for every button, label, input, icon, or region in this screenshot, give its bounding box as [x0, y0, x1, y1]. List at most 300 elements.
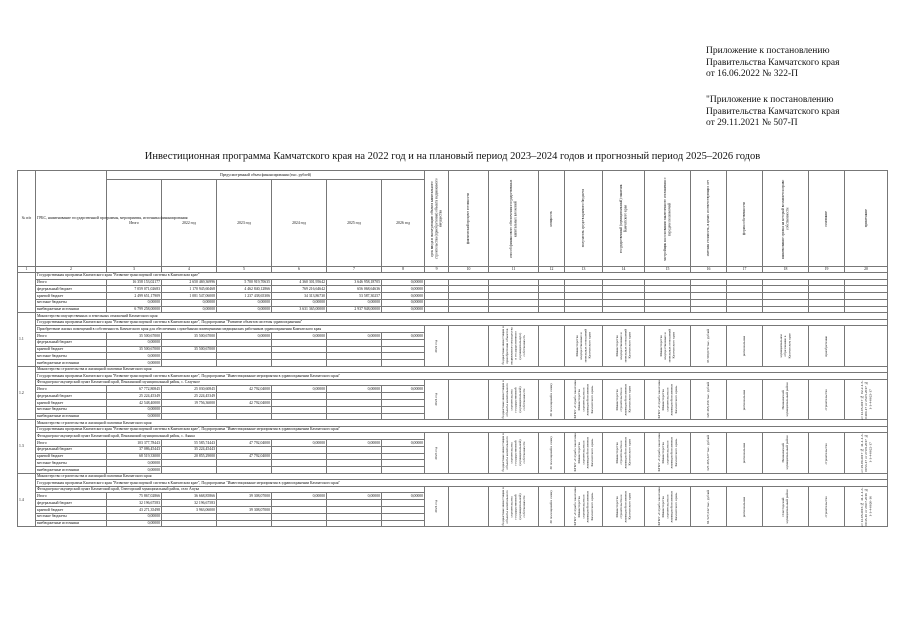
- detail-cell-c12: [539, 433, 565, 473]
- finance-value: [272, 339, 327, 346]
- finance-value: [272, 400, 327, 407]
- empty-cell: [809, 293, 845, 300]
- empty-cell: [603, 279, 645, 286]
- finance-value: [217, 406, 272, 413]
- finance-value: 0,00000: [327, 299, 382, 306]
- detail-text-c13: КГКУ «Служба заказчика Министерства строительства и жилищной политики Камчатского края»: [573, 434, 594, 473]
- detail-cell-c12: [539, 379, 565, 419]
- detail-text-c14: Министерство строительства и жилищной политики Камчатского края: [615, 437, 632, 469]
- finance-value: [272, 507, 327, 514]
- detail-text-c18: муниципальное образование в Камчатском крае: [779, 333, 792, 359]
- finance-value: [382, 500, 425, 507]
- finance-value: [327, 353, 382, 360]
- finance-value: 36 668,85866: [162, 493, 217, 500]
- detail-text-c16: 120 468,456 тыс. рублей: [706, 381, 711, 418]
- annex-note-current: [706, 46, 896, 81]
- detail-cell-c13: [565, 326, 603, 366]
- finance-value: 19 756,36000: [162, 400, 217, 407]
- finance-value: 0,00000: [107, 413, 162, 420]
- empty-cell: [539, 293, 565, 300]
- finance-value: 16 358 153,02177: [107, 279, 162, 286]
- detail-cell-c16: [691, 379, 727, 419]
- empty-cell: [645, 293, 691, 300]
- detail-text-c12: 30 посещений в смену: [549, 436, 554, 470]
- finance-row: [18, 293, 888, 300]
- finance-value: 1 237 438,65306: [217, 293, 272, 300]
- detail-text-c9: 2023 год: [434, 446, 439, 460]
- finance-value: [272, 413, 327, 420]
- finance-value: [382, 406, 425, 413]
- finance-value: [327, 520, 382, 527]
- finance-value: [272, 360, 327, 367]
- empty-cell: [539, 286, 565, 293]
- empty-cell: [763, 306, 809, 313]
- table-body: [18, 267, 888, 527]
- column-index: 18: [763, 267, 809, 273]
- detail-text-c15: КГКУ «Служба заказчика Министерства строительства и жилищной политики Камчатского края»: [657, 380, 678, 419]
- detail-text-c16: 35 500,670 тыс. рублей: [706, 329, 711, 364]
- detail-cell-c14: [603, 326, 645, 366]
- detail-cell-c18: [763, 326, 809, 366]
- detail-text-c19: строительство: [824, 495, 829, 518]
- detail-text-c15: КГКУ «Служба заказчика Министерства строительства и жилищной политики Камчатского края»: [657, 434, 678, 473]
- object-row: [18, 379, 888, 386]
- detail-text-c9: 2024 год: [434, 393, 439, 407]
- finance-value: [162, 467, 217, 474]
- column-index: 4: [162, 267, 217, 273]
- finance-source-label: Итого: [36, 279, 107, 286]
- finance-value: 0,00000: [217, 332, 272, 339]
- finance-row: [18, 299, 888, 306]
- detail-cell-c18: [763, 379, 809, 419]
- finance-value: 47 792,04000: [217, 453, 272, 460]
- finance-value: [327, 400, 382, 407]
- finance-value: 0,00000: [107, 513, 162, 520]
- finance-value: 35 500,67000: [162, 332, 217, 339]
- col-header-c18: наименование органа на который возлагается право собственности: [781, 178, 790, 259]
- finance-value: [382, 520, 425, 527]
- finance-value: 39 308,07000: [217, 493, 272, 500]
- finance-source-label: краевой бюджет: [36, 293, 107, 300]
- empty-cell: [809, 306, 845, 313]
- detail-text-c20: от 12.05.2017 № 02-2-1-5-0400-17 от 25.05.2017 № 1-1-4-0023-17: [859, 380, 873, 420]
- finance-value: 0,00000: [327, 386, 382, 393]
- empty-cell: [425, 286, 449, 293]
- finance-value: 0,00000: [327, 493, 382, 500]
- empty-cell: [565, 286, 603, 293]
- empty-cell: [645, 306, 691, 313]
- finance-value: 0,00000: [162, 299, 217, 306]
- detail-text-c19: строительство: [824, 389, 829, 411]
- finance-value: 68 519,33000: [107, 453, 162, 460]
- col-header-c20: примечание: [863, 209, 868, 228]
- empty-cell: [425, 306, 449, 313]
- finance-value: 0,00000: [107, 520, 162, 527]
- empty-cell: [763, 293, 809, 300]
- empty-cell: [425, 279, 449, 286]
- finance-value: [382, 339, 425, 346]
- finance-value: [327, 406, 382, 413]
- empty-cell: [645, 299, 691, 306]
- finance-value: [382, 513, 425, 520]
- program-title: Государственная программа Камчатского края "Развитие транспортной системы в Камчатском крае": [36, 273, 888, 280]
- empty-cell: [845, 293, 888, 300]
- finance-value: [217, 360, 272, 367]
- finance-value: 4 462 840,12866: [217, 286, 272, 293]
- annex-note-line: Правительства Камчатского края: [706, 57, 840, 68]
- finance-value: [327, 360, 382, 367]
- detail-cell-c19: [809, 433, 845, 473]
- detail-cell-c16: [691, 433, 727, 473]
- detail-cell-c17: [727, 379, 763, 419]
- detail-cell-c17: [727, 433, 763, 473]
- empty-cell: [489, 306, 539, 313]
- detail-cell-c17: [727, 486, 763, 526]
- detail-text-c11: бюджетные инвестиции в объекты капитального строительства государственной (муниципальной) собственности: [500, 487, 526, 526]
- finance-source-label: краевой бюджет: [36, 507, 107, 514]
- finance-source-label: местные бюджеты: [36, 460, 107, 467]
- finance-value: [382, 453, 425, 460]
- detail-text-c18: Пенжинский муниципальный район: [781, 436, 790, 471]
- detail-cell-c12: [539, 326, 565, 366]
- detail-text-c11: бюджетные инвестиции в объекты капитального строительства государственной (муниципальной) собственности: [500, 380, 526, 419]
- finance-value: 0,00000: [327, 332, 382, 339]
- col-header-c17: форма собственности: [742, 201, 747, 236]
- detail-cell-c13: [565, 379, 603, 419]
- column-index: 10: [449, 267, 489, 273]
- finance-source-label: федеральный бюджет: [36, 286, 107, 293]
- finance-value: 25 224,45349: [107, 393, 162, 400]
- detail-cell-c11: [489, 326, 539, 366]
- column-index: 13: [565, 267, 603, 273]
- finance-value: 3 631 365,00000: [272, 306, 327, 313]
- empty-cell: [691, 279, 727, 286]
- finance-value: [382, 460, 425, 467]
- empty-cell: [425, 299, 449, 306]
- finance-value: [217, 413, 272, 420]
- finance-value: [272, 520, 327, 527]
- finance-value: 35 500,67000: [107, 346, 162, 353]
- detail-text-c9: 2024 год: [434, 500, 439, 513]
- detail-cell-c10: [449, 326, 489, 366]
- empty-cell: [425, 293, 449, 300]
- detail-cell-c20: [845, 326, 888, 366]
- detail-text-c13: КГКУ «Служба заказчика Министерства строительства и жилищной политики Камчатского края»: [573, 487, 594, 526]
- detail-text-c12: 30 посещений в смену: [549, 489, 554, 524]
- finance-value: [217, 339, 272, 346]
- col-header-c13: получатель средств краевого бюджета: [581, 189, 586, 248]
- empty-cell: [845, 286, 888, 293]
- empty-cell: [449, 286, 489, 293]
- detail-text-c19: строительство: [824, 442, 829, 464]
- subprogram-name: Государственная программа Камчатского края "Развитие транспортной системы в Камчатском крае", Подпрограмма "Развитие объектов системы здравоохранения": [36, 319, 888, 326]
- empty-cell: [845, 299, 888, 306]
- empty-cell: [691, 306, 727, 313]
- finance-source-label: краевой бюджет: [36, 453, 107, 460]
- detail-cell-c18: [763, 433, 809, 473]
- finance-value: 2 650 469,36996: [162, 279, 217, 286]
- finance-value: [272, 393, 327, 400]
- finance-value: [217, 446, 272, 453]
- ministry-name: Министерство строительства и жилищной политики Камчатского края: [36, 366, 888, 373]
- col-header-2025: 2025 год: [327, 180, 382, 267]
- finance-value: [272, 353, 327, 360]
- finance-value: [327, 467, 382, 474]
- finance-value: [162, 360, 217, 367]
- empty-cell: [489, 299, 539, 306]
- detail-text-c9: 2022 год: [434, 339, 439, 353]
- finance-value: [382, 393, 425, 400]
- finance-value: [327, 453, 382, 460]
- empty-cell: [489, 279, 539, 286]
- finance-value: [162, 406, 217, 413]
- finance-value: 769 216,64642: [272, 286, 327, 293]
- finance-value: 37 086,45443: [107, 446, 162, 453]
- row-number: 1.4: [18, 473, 36, 526]
- finance-source-label: Итого: [36, 493, 107, 500]
- finance-value: [217, 393, 272, 400]
- col-header-total: Итого: [107, 180, 162, 267]
- column-index: 12: [539, 267, 565, 273]
- finance-value: 2 499 651,17909: [107, 293, 162, 300]
- finance-value: 3 646 958,18705: [327, 279, 382, 286]
- empty-cell: [489, 293, 539, 300]
- detail-text-c11: бюджетные инвестиции в приобретение объектов недвижимого имущества в государственную (муниципальную) собственность: [500, 327, 526, 366]
- detail-cell-c11: [489, 486, 539, 526]
- finance-source-label: федеральный бюджет: [36, 446, 107, 453]
- detail-text-c20: от 29.09.2017 № 41-1-1-3-0053-17 от 27.09.2017 № 1-1-4-0022-17: [859, 433, 873, 473]
- finance-source-label: местные бюджеты: [36, 406, 107, 413]
- finance-value: [327, 393, 382, 400]
- ministry-name: Министерство строительства и жилищной политики Камчатского края: [36, 473, 888, 480]
- detail-cell-c17: [727, 326, 763, 366]
- detail-text-c13: КГКУ «Служба заказчика Министерства строительства и жилищной политики Камчатского края»: [573, 380, 594, 419]
- finance-value: 1 170 945,60468: [162, 286, 217, 293]
- finance-value: [382, 467, 425, 474]
- detail-cell-c9: [425, 379, 449, 419]
- finance-value: 1 081 547,06008: [162, 293, 217, 300]
- detail-cell-c13: [565, 486, 603, 526]
- detail-cell-c15: [645, 486, 691, 526]
- col-header-2022: 2022 год: [162, 180, 217, 267]
- document-title: Инвестиционная программа Камчатского края на 2022 год и на плановый период 2023–2024 годов и прогнозный период 2025–2026 годов: [144, 151, 761, 162]
- detail-text-c15: КГКУ «Служба заказчика Министерства строительства и жилищной политики Камчатского края»: [657, 487, 678, 526]
- detail-text-c17: региональная: [742, 336, 747, 357]
- finance-value: 35 500,67000: [162, 346, 217, 353]
- detail-cell-c16: [691, 326, 727, 366]
- finance-source-label: внебюджетные источники: [36, 413, 107, 420]
- finance-value: [272, 500, 327, 507]
- finance-value: 0,00000: [217, 306, 272, 313]
- finance-value: 0,00000: [272, 386, 327, 393]
- empty-cell: [763, 286, 809, 293]
- finance-value: 43 271,35498: [107, 507, 162, 514]
- empty-cell: [449, 299, 489, 306]
- column-index: 20: [845, 267, 888, 273]
- finance-value: 42 548,40000: [107, 400, 162, 407]
- annex-note-original: [706, 95, 896, 130]
- col-header-2026: 2026 год: [382, 180, 425, 267]
- empty-cell: [565, 299, 603, 306]
- finance-value: 656 068,64636: [327, 286, 382, 293]
- finance-value: 0,00000: [217, 299, 272, 306]
- empty-cell: [845, 279, 888, 286]
- finance-value: [162, 353, 217, 360]
- finance-value: [327, 446, 382, 453]
- finance-value: 0,00000: [382, 439, 425, 446]
- annex-note-line: "Приложение к постановлению: [706, 95, 834, 105]
- finance-value: 0,00000: [107, 299, 162, 306]
- col-header-c14: государственный (муниципальный) заказчик Камчатского края: [619, 184, 628, 253]
- detail-cell-c19: [809, 326, 845, 366]
- detail-text-c18: Пенжинский муниципальный район: [781, 382, 790, 417]
- finance-value: 35 500,67000: [107, 332, 162, 339]
- finance-value: 0,00000: [382, 386, 425, 393]
- empty-cell: [763, 299, 809, 306]
- finance-source-label: краевой бюджет: [36, 346, 107, 353]
- detail-cell-c15: [645, 326, 691, 366]
- col-header-c16: сметная стоимость, в ценах соответствующих лет: [706, 180, 711, 257]
- empty-cell: [565, 279, 603, 286]
- finance-value: 32 196,67583: [162, 500, 217, 507]
- finance-value: 0,00000: [327, 439, 382, 446]
- finance-value: 55 585,74443: [162, 439, 217, 446]
- finance-value: [327, 500, 382, 507]
- empty-cell: [645, 286, 691, 293]
- empty-cell: [645, 279, 691, 286]
- finance-value: [162, 513, 217, 520]
- detail-cell-c10: [449, 433, 489, 473]
- finance-value: 0,00000: [382, 279, 425, 286]
- finance-value: [382, 400, 425, 407]
- detail-cell-c15: [645, 379, 691, 419]
- finance-value: 2 937 948,00000: [327, 306, 382, 313]
- detail-cell-c9: [425, 326, 449, 366]
- finance-value: 39 308,07000: [217, 507, 272, 514]
- finance-value: [272, 513, 327, 520]
- finance-source-label: Итого: [36, 439, 107, 446]
- column-index: 3: [107, 267, 162, 273]
- finance-value: 0,00000: [272, 299, 327, 306]
- column-index: 2: [36, 267, 107, 273]
- finance-value: 67 772,80845: [107, 386, 162, 393]
- finance-value: 4 360 301,95642: [272, 279, 327, 286]
- finance-value: [382, 353, 425, 360]
- empty-cell: [603, 299, 645, 306]
- finance-value: 5 700 919,70635: [217, 279, 272, 286]
- column-index: 6: [272, 267, 327, 273]
- empty-cell: [449, 306, 489, 313]
- detail-cell-c20: [845, 379, 888, 419]
- empty-cell: [727, 286, 763, 293]
- detail-text-c18: Олюторский муниципальный район: [781, 489, 790, 524]
- finance-value: [272, 446, 327, 453]
- finance-value: 0,00000: [272, 493, 327, 500]
- detail-cell-c19: [809, 379, 845, 419]
- col-header-c15: застройщик на основании заключенного соглашения о передаче полномочий: [663, 176, 672, 261]
- detail-text-c14: Министерство имущественных и земельных отношений Камчатского края: [615, 329, 632, 364]
- empty-cell: [845, 306, 888, 313]
- program-number-cell: [18, 273, 36, 313]
- empty-cell: [809, 279, 845, 286]
- finance-value: 42 792,04000: [217, 386, 272, 393]
- finance-value: 75 867,02866: [107, 493, 162, 500]
- detail-cell-c13: [565, 433, 603, 473]
- empty-cell: [727, 279, 763, 286]
- column-index: 7: [327, 267, 382, 273]
- detail-cell-c9: [425, 433, 449, 473]
- subprogram-name: Государственная программа Камчатского края "Развитие транспортной системы в Камчатском крае", Подпрограмма "Инвестиционные мероприятия в здравоохранении Камчатского края": [36, 480, 888, 487]
- finance-row: [18, 286, 888, 293]
- detail-cell-c16: [691, 486, 727, 526]
- col-header-2024: 2024 год: [272, 180, 327, 267]
- column-index: 15: [645, 267, 691, 273]
- detail-cell-c12: [539, 486, 565, 526]
- detail-cell-c14: [603, 379, 645, 419]
- subprogram-name: Государственная программа Камчатского края "Развитие транспортной системы в Камчатском крае", Подпрограмма "Инвестиционные мероприятия в здравоохранении Камчатского края": [36, 373, 888, 380]
- finance-value: 0,00000: [382, 493, 425, 500]
- finance-value: [217, 346, 272, 353]
- finance-value: [382, 346, 425, 353]
- finance-value: [382, 360, 425, 367]
- detail-cell-c15: [645, 433, 691, 473]
- finance-value: 0,00000: [107, 339, 162, 346]
- finance-value: [272, 346, 327, 353]
- detail-text-c12: 30 посещений в смену: [549, 382, 554, 417]
- finance-value: [217, 460, 272, 467]
- column-index: 19: [809, 267, 845, 273]
- finance-value: 0,00000: [107, 360, 162, 367]
- finance-source-label: внебюджетные источники: [36, 360, 107, 367]
- empty-cell: [565, 293, 603, 300]
- column-index: 11: [489, 267, 539, 273]
- finance-source-label: местные бюджеты: [36, 513, 107, 520]
- detail-text-c20: от 12.08.2016 № 41-1-1-3-0045-16 от 29.07.2016 № 1-1-4-0020-16: [859, 487, 873, 527]
- col-header-c19: основание: [824, 210, 829, 227]
- finance-value: [217, 520, 272, 527]
- object-row: [18, 433, 888, 440]
- finance-value: [327, 339, 382, 346]
- detail-text-c17: региональная: [742, 496, 747, 517]
- annex-note-line: от 16.06.2022 № 322-П: [706, 69, 798, 79]
- subprogram-name: Государственная программа Камчатского края "Развитие транспортной системы в Камчатском крае", Подпрограмма "Инвестиционные мероприятия в здравоохранении Камчатского края": [36, 426, 888, 433]
- finance-value: [382, 507, 425, 514]
- finance-value: 0,00000: [382, 332, 425, 339]
- finance-source-label: федеральный бюджет: [36, 339, 107, 346]
- finance-value: 0,00000: [107, 353, 162, 360]
- column-index: 8: [382, 267, 425, 273]
- column-index: 1: [18, 267, 36, 273]
- finance-value: 0,00000: [162, 306, 217, 313]
- col-header-c11: способ финансового обеспечения государственных капитальных вложений: [509, 179, 518, 258]
- detail-cell-c10: [449, 379, 489, 419]
- detail-text-c17: региональная: [742, 389, 747, 410]
- detail-cell-c18: [763, 486, 809, 526]
- detail-text-c15: Министерство имущественных и земельных отношений Камчатского края: [659, 329, 676, 364]
- col-header-c10: фактический процент готовности: [466, 192, 471, 245]
- finance-value: 34 313,86730: [272, 293, 327, 300]
- detail-cell-c20: [845, 433, 888, 473]
- col-header-c12: мощность: [549, 210, 554, 227]
- finance-value: 0,00000: [107, 467, 162, 474]
- empty-cell: [565, 306, 603, 313]
- finance-value: 32 196,67583: [107, 500, 162, 507]
- finance-source-label: Итого: [36, 332, 107, 339]
- detail-text-c16: 125 465,327 тыс. рублей: [706, 435, 711, 472]
- finance-value: 0,00000: [107, 460, 162, 467]
- finance-value: [217, 353, 272, 360]
- detail-text-c16: 94 527,242 тыс. рублей: [706, 489, 711, 524]
